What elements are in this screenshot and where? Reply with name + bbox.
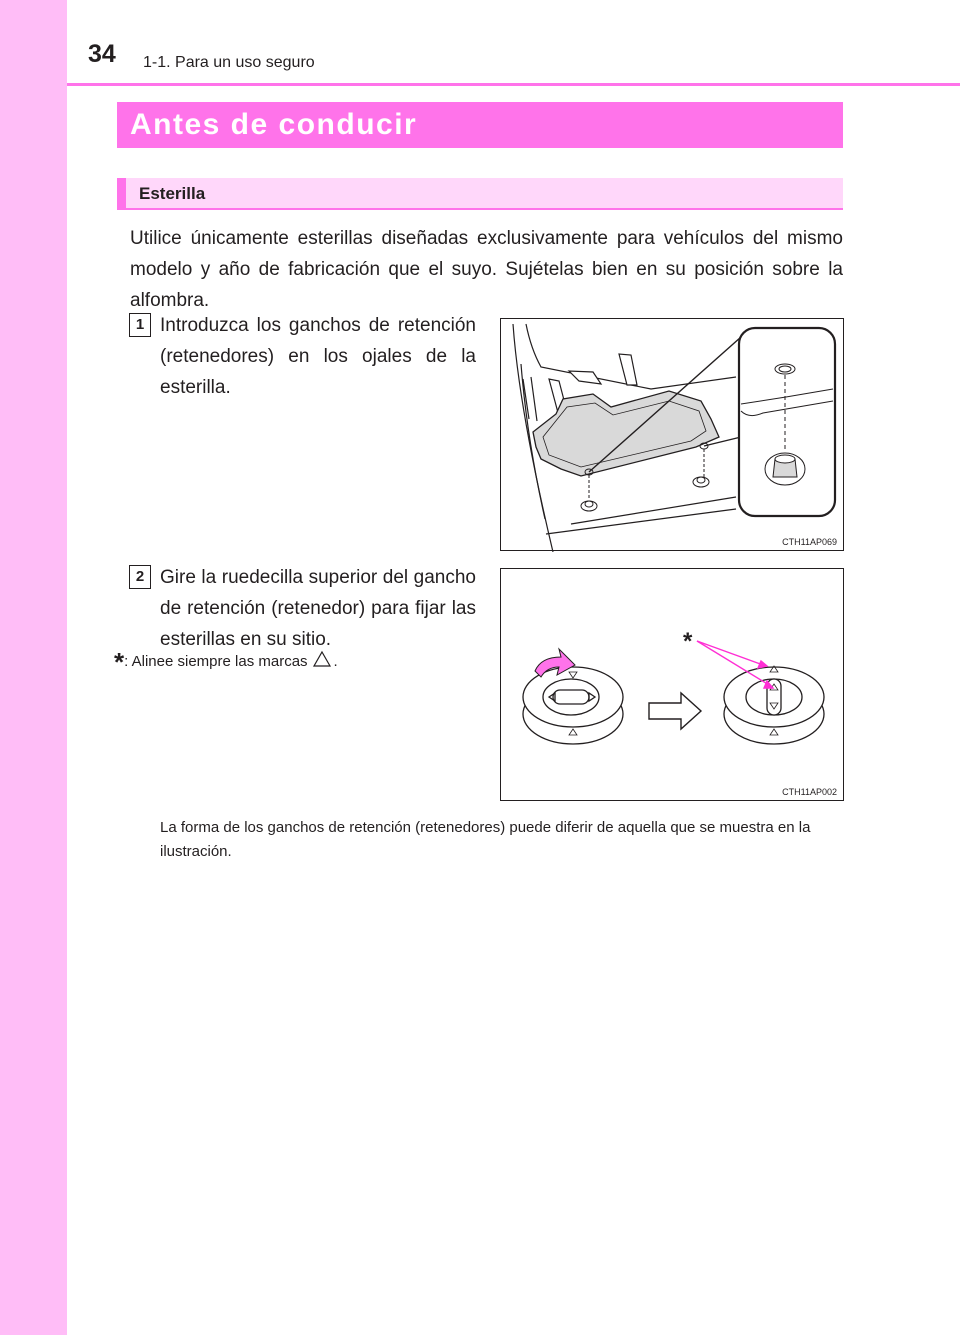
figure-floor-mat-hooks [500, 318, 844, 551]
note-text: : Alinee siempre las marcas [124, 653, 308, 670]
step-1-text: Introduzca los ganchos de retención (retenedores) en los ojales de la esterilla. [160, 315, 476, 398]
floor-mat-illustration [501, 319, 845, 552]
figure-code-2: CTH11AP002 [782, 787, 837, 797]
side-color-strip [0, 0, 67, 1335]
step-number-2: 2 [129, 565, 151, 589]
subsection-header [117, 178, 843, 210]
note-asterisk: * [114, 647, 125, 677]
figure-caption: La forma de los ganchos de retención (retenedores) puede diferir de aquella que se muestra en la ilustración. [160, 819, 811, 860]
step-2-text: Gire la ruedecilla superior del gancho de retención (retenedor) para fijar las esterillas en su sitio. [160, 567, 476, 650]
step-number-1: 1 [129, 313, 151, 337]
subsection-title: Esterilla [139, 184, 206, 203]
asterisk-note [114, 647, 338, 677]
figure-retainer-rotation [500, 568, 844, 801]
subsection-accent [117, 178, 126, 208]
note-suffix: . [333, 653, 338, 670]
figure-asterisk: * [683, 628, 693, 655]
page-number: 34 [88, 40, 116, 68]
triangle-mark-icon [312, 650, 332, 668]
retainer-illustration [501, 569, 845, 802]
header-rule [67, 83, 960, 86]
page-title-bar [117, 102, 843, 148]
figure-code-1: CTH11AP069 [782, 537, 837, 547]
intro-paragraph: Utilice únicamente esterillas diseñadas exclusivamente para vehículos del mismo modelo y año de fabricación que el suyo. Sujételas bien en su posición sobre la alfombra. [130, 228, 843, 311]
section-path: 1-1. Para un uso seguro [143, 54, 315, 71]
page-title: Antes de conducir [130, 108, 418, 141]
